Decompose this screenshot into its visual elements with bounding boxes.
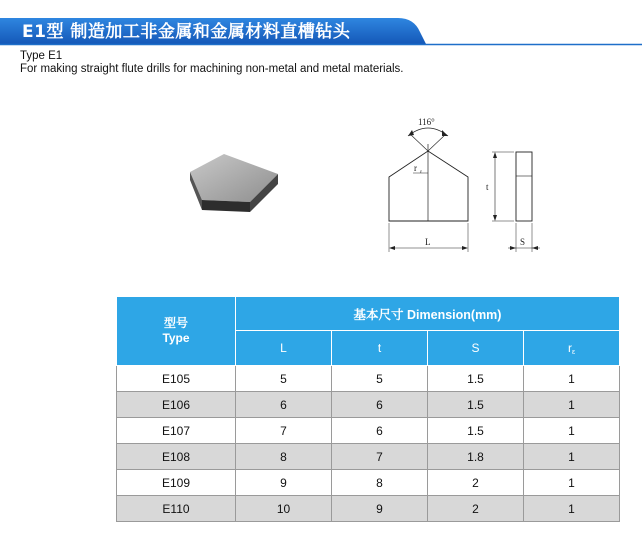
column-header-S: S [428, 331, 524, 366]
column-header-L: L [236, 331, 332, 366]
dimension-header: 基本尺寸 Dimension(mm) [236, 297, 620, 331]
thickness-label: t [486, 182, 489, 192]
radius-label: r [414, 163, 417, 173]
insert-3d-image [188, 150, 284, 216]
technical-drawing [380, 110, 550, 260]
width-label: S [520, 237, 526, 247]
length-label: L [425, 237, 431, 247]
front-view [389, 151, 468, 221]
angle-label: 116° [418, 117, 435, 127]
table-row: E109 9 8 2 1 [117, 470, 620, 496]
description: For making straight flute drills for machining non-metal and metal materials. [20, 63, 404, 75]
type-header: 型号 Type [117, 297, 236, 366]
table-row: E105 5 5 1.5 1 [117, 366, 620, 392]
page-title: E1型 制造加工非金属和金属材料直槽钻头 [22, 22, 351, 42]
table-row: E106 6 6 1.5 1 [117, 392, 620, 418]
column-header-r: $r_\varepsilon$ [524, 331, 620, 366]
column-header-t: t [332, 331, 428, 366]
table-row: E108 8 7 1.8 1 [117, 444, 620, 470]
table-row: E107 7 6 1.5 1 [117, 418, 620, 444]
side-view [516, 152, 532, 221]
svg-text:ε: ε [420, 170, 423, 175]
table-row: E110 10 9 2 1 [117, 496, 620, 522]
spec-table [116, 296, 620, 522]
type-label: Type E1 [20, 50, 63, 62]
